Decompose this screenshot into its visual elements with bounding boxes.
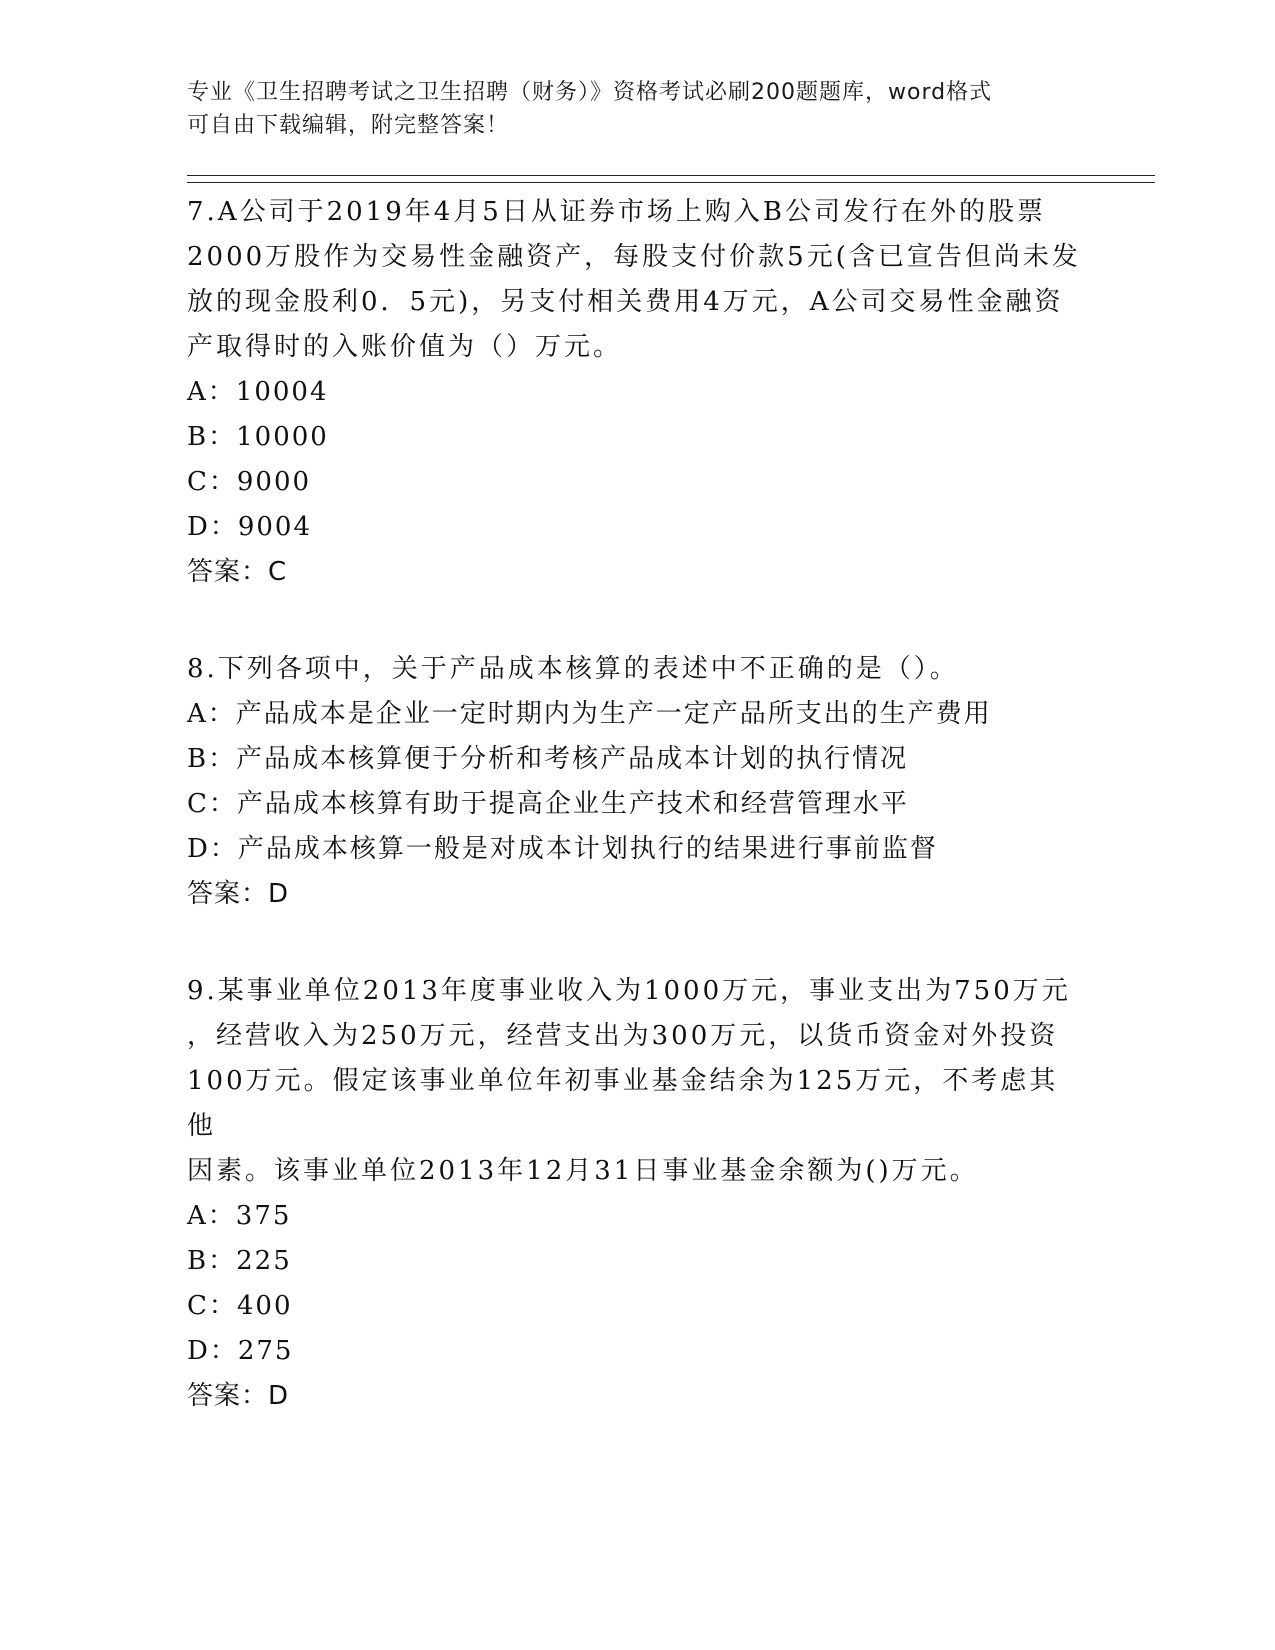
stem-line: 100万元。假定该事业单位年初事业基金结余为125万元，不考虑其他	[187, 1066, 1059, 1141]
option-c: C：产品成本核算有助于提高企业生产技术和经营管理水平	[187, 789, 909, 819]
question-8	[187, 647, 1087, 917]
answer-line: 答案：D	[187, 1381, 290, 1411]
stem-line: 因素。该事业单位2013年12月31日事业基金余额为()万元。	[187, 1156, 979, 1186]
option-a: A：产品成本是企业一定时期内为生产一定产品所支出的生产费用	[187, 699, 992, 729]
answer-line: 答案：C	[187, 557, 288, 587]
header-line-2: 可自由下载编辑，附完整答案！	[187, 113, 510, 138]
stem-line: 2000万股作为交易性金融资产，每股支付价款5元(含已宣告但尚未发	[187, 242, 1081, 272]
option-b: B：225	[187, 1246, 292, 1276]
option-a: A：10004	[187, 377, 329, 407]
stem-line: 9.某事业单位2013年度事业收入为1000万元，事业支出为750万元	[187, 976, 1071, 1006]
question-9	[187, 969, 1087, 1419]
header-line-1: 专业《卫生招聘考试之卫生招聘（财务）》资格考试必刷200题题库，word格式	[187, 80, 993, 105]
stem-line: 7.A公司于2019年4月5日从证券市场上购入B公司发行在外的股票	[187, 197, 1046, 227]
document-header	[187, 76, 1087, 142]
question-stem	[187, 969, 1087, 1194]
question-stem	[187, 190, 1087, 370]
header-divider-top	[187, 175, 1155, 176]
stem-line: 放的现金股利0．5元)，另支付相关费用4万元，A公司交易性金融资	[187, 287, 1064, 317]
answer-line: 答案：D	[187, 879, 290, 909]
option-a: A：375	[187, 1201, 292, 1231]
question-list	[187, 190, 1087, 1471]
question-stem	[187, 647, 1087, 692]
option-d: D：产品成本核算一般是对成本计划执行的结果进行事前监督	[187, 834, 938, 864]
option-b: B：产品成本核算便于分析和考核产品成本计划的执行情况	[187, 744, 909, 774]
header-divider-bottom	[187, 182, 1155, 183]
stem-line: 产取得时的入账价值为（）万元。	[187, 332, 623, 362]
option-c: C：400	[187, 1291, 293, 1321]
option-d: D：9004	[187, 512, 313, 542]
option-c: C：9000	[187, 467, 312, 497]
option-d: D：275	[187, 1336, 294, 1366]
question-7	[187, 190, 1087, 595]
stem-line: 8.下列各项中，关于产品成本核算的表述中不正确的是（）。	[187, 654, 959, 684]
option-b: B：10000	[187, 422, 329, 452]
stem-line: ，经营收入为250万元，经营支出为300万元，以货币资金对外投资	[187, 1021, 1059, 1051]
